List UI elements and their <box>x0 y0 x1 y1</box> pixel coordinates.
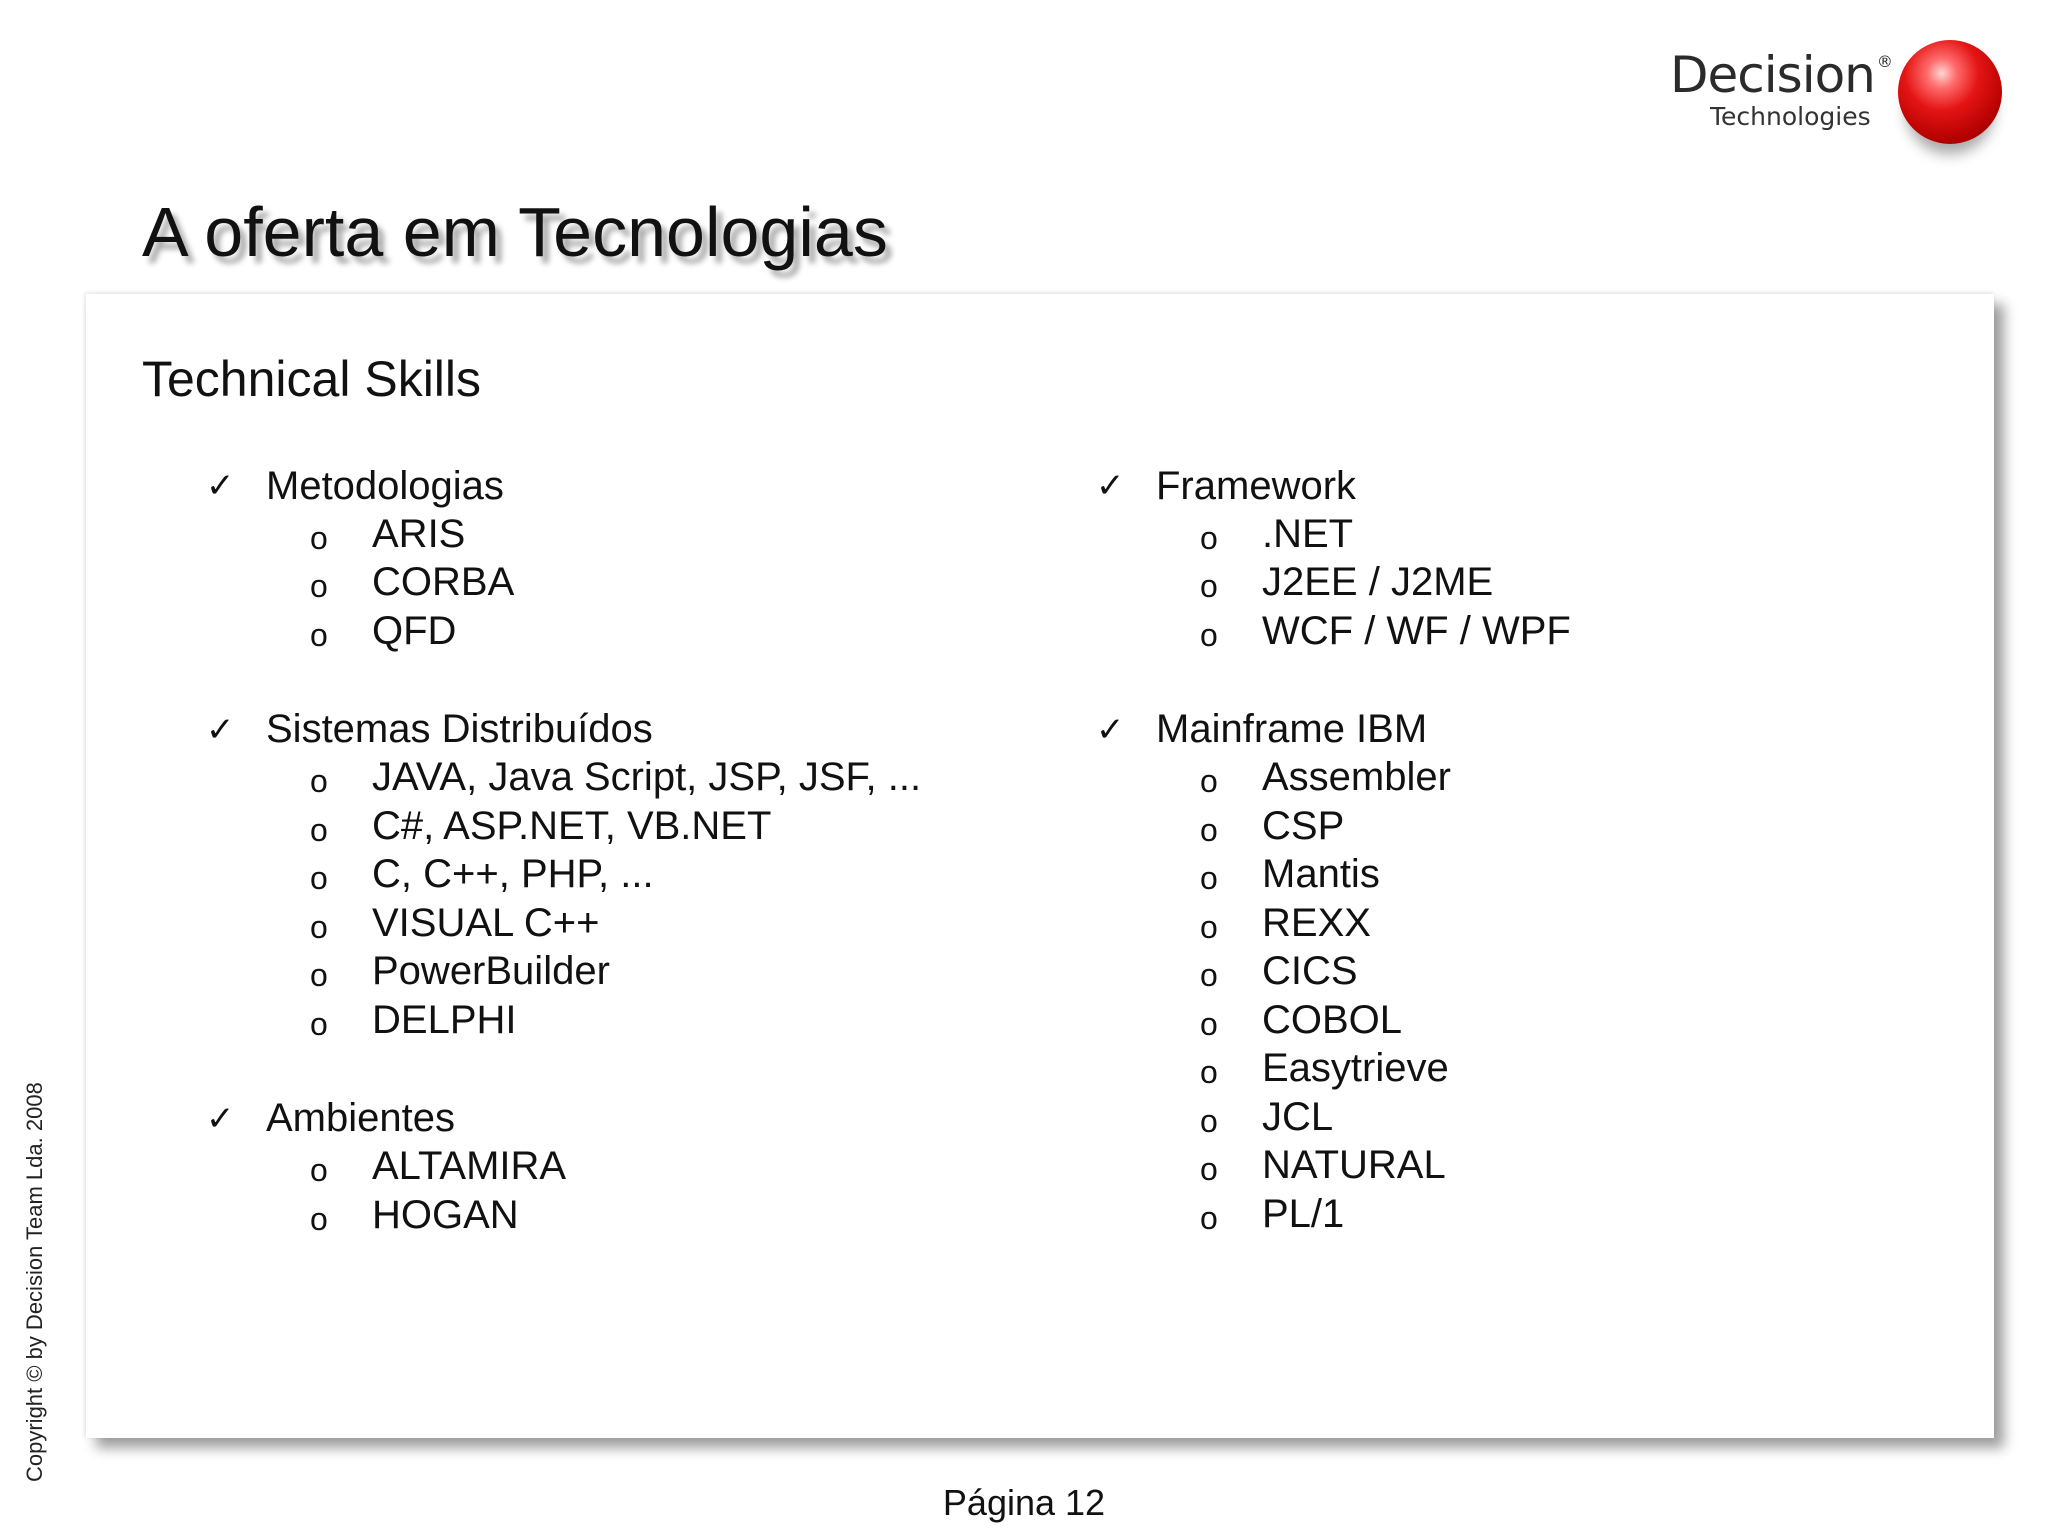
skill-group-header <box>1096 462 1571 510</box>
page-number: Página 12 <box>942 1482 1106 1523</box>
logo-brand-text: Decision <box>1670 46 1875 104</box>
list-item <box>1200 851 1571 900</box>
skill-list <box>206 510 921 656</box>
list-item-label: QFD <box>372 608 457 653</box>
panel-heading: Technical Skills <box>142 351 482 407</box>
registered-mark: ® <box>1876 52 1892 71</box>
skill-list <box>206 1143 921 1240</box>
list-item-label: JCL <box>1262 1094 1334 1139</box>
check-icon: ✓ <box>206 1098 235 1139</box>
list-item <box>1200 948 1571 997</box>
list-item-label: COBOL <box>1262 997 1403 1042</box>
circle-bullet-icon: o <box>310 568 328 605</box>
list-item <box>310 754 921 803</box>
skill-group-label: Mainframe IBM <box>1156 707 1428 751</box>
circle-bullet-icon: o <box>1200 1005 1218 1042</box>
left-column <box>206 462 921 1290</box>
list-item <box>310 607 921 656</box>
list-item <box>310 899 921 948</box>
skill-group-metodologias <box>206 462 921 656</box>
list-item-label: Easytrieve <box>1262 1046 1449 1091</box>
check-icon: ✓ <box>1096 466 1125 506</box>
skill-group-label: Ambientes <box>266 1096 455 1140</box>
circle-bullet-icon: o <box>310 519 328 556</box>
skill-group-ambientes <box>206 1095 921 1240</box>
skill-group-label: Sistemas Distribuídos <box>266 707 653 751</box>
list-item-label: CORBA <box>372 560 515 605</box>
list-item <box>1200 802 1571 851</box>
list-item-label: C#, ASP.NET, VB.NET <box>372 803 772 848</box>
circle-bullet-icon: o <box>310 811 328 848</box>
circle-bullet-icon: o <box>1200 568 1218 605</box>
list-item-label: Assembler <box>1262 755 1451 800</box>
logo-subtitle: Technologies <box>1710 102 1871 131</box>
skill-list <box>1096 510 1571 656</box>
list-item-label: CICS <box>1262 949 1358 994</box>
circle-bullet-icon: o <box>1200 1199 1218 1236</box>
check-icon: ✓ <box>206 709 235 750</box>
list-item <box>1200 1045 1571 1094</box>
list-item-label: J2EE / J2ME <box>1262 560 1494 605</box>
circle-bullet-icon: o <box>310 957 328 994</box>
list-item <box>1200 1093 1571 1142</box>
circle-bullet-icon: o <box>1200 860 1218 897</box>
list-item-label: DELPHI <box>372 997 517 1042</box>
content-panel <box>86 294 1994 1438</box>
skill-group-label: Framework <box>1156 463 1357 508</box>
circle-bullet-icon: o <box>1200 908 1218 945</box>
list-item <box>1200 899 1571 948</box>
skill-group-sistemas-distribuidos <box>206 706 921 1045</box>
skill-group-header <box>206 462 921 510</box>
circle-bullet-icon: o <box>1200 811 1218 848</box>
list-item-label: .NET <box>1262 511 1354 556</box>
list-item-label: CSP <box>1262 803 1345 848</box>
skill-list <box>1096 754 1571 1239</box>
right-column <box>1096 462 1571 1289</box>
skill-group-mainframe-ibm <box>1096 706 1571 1239</box>
list-item-label: ALTAMIRA <box>372 1144 567 1189</box>
check-icon: ✓ <box>1096 709 1125 750</box>
list-item <box>1200 510 1571 559</box>
list-item-label: ARIS <box>372 511 466 556</box>
copyright-notice: Copyright © by Decision Team Lda. 2008 <box>22 1082 47 1482</box>
list-item <box>1200 607 1571 656</box>
skill-group-header <box>206 1095 921 1143</box>
list-item-label: PowerBuilder <box>372 949 610 994</box>
list-item-label: NATURAL <box>1262 1143 1446 1188</box>
list-item-label: JAVA, Java Script, JSP, JSF, ... <box>372 755 922 800</box>
list-item <box>310 851 921 900</box>
circle-bullet-icon: o <box>1200 763 1218 800</box>
list-item-label: WCF / WF / WPF <box>1262 608 1571 653</box>
circle-bullet-icon: o <box>1200 1054 1218 1091</box>
list-item <box>1200 754 1571 803</box>
circle-bullet-icon: o <box>310 860 328 897</box>
logo-wordmark <box>1670 46 1890 104</box>
list-item <box>1200 996 1571 1045</box>
list-item <box>1200 1142 1571 1191</box>
list-item-label: C, C++, PHP, ... <box>372 852 654 897</box>
list-item <box>310 802 921 851</box>
skill-list <box>206 754 921 1045</box>
circle-bullet-icon: o <box>310 1200 328 1237</box>
skill-group-header <box>206 706 921 754</box>
list-item-label: REXX <box>1262 900 1371 945</box>
company-logo <box>1660 40 2000 170</box>
list-item <box>1200 1190 1571 1239</box>
list-item-label: HOGAN <box>372 1192 519 1237</box>
circle-bullet-icon: o <box>1200 1102 1218 1139</box>
circle-bullet-icon: o <box>1200 519 1218 556</box>
list-item <box>310 559 921 608</box>
list-item-label: PL/1 <box>1262 1191 1345 1236</box>
list-item <box>310 510 921 559</box>
skill-group-framework <box>1096 462 1571 656</box>
circle-bullet-icon: o <box>1200 616 1218 653</box>
page-title: A oferta em Tecnologias <box>142 193 888 271</box>
circle-bullet-icon: o <box>310 1005 328 1042</box>
list-item <box>1200 559 1571 608</box>
list-item <box>310 1143 921 1192</box>
skill-group-label: Metodologias <box>266 463 504 508</box>
circle-bullet-icon: o <box>310 616 328 653</box>
check-icon: ✓ <box>206 466 235 506</box>
list-item <box>310 1191 921 1240</box>
logo-red-ball-icon <box>1898 40 2002 144</box>
circle-bullet-icon: o <box>310 763 328 800</box>
circle-bullet-icon: o <box>1200 957 1218 994</box>
circle-bullet-icon: o <box>310 908 328 945</box>
list-item <box>310 996 921 1045</box>
circle-bullet-icon: o <box>1200 1151 1218 1188</box>
list-item-label: VISUAL C++ <box>372 900 600 945</box>
list-item-label: Mantis <box>1262 852 1380 897</box>
list-item <box>310 948 921 997</box>
skill-group-header <box>1096 706 1571 754</box>
circle-bullet-icon: o <box>310 1152 328 1189</box>
